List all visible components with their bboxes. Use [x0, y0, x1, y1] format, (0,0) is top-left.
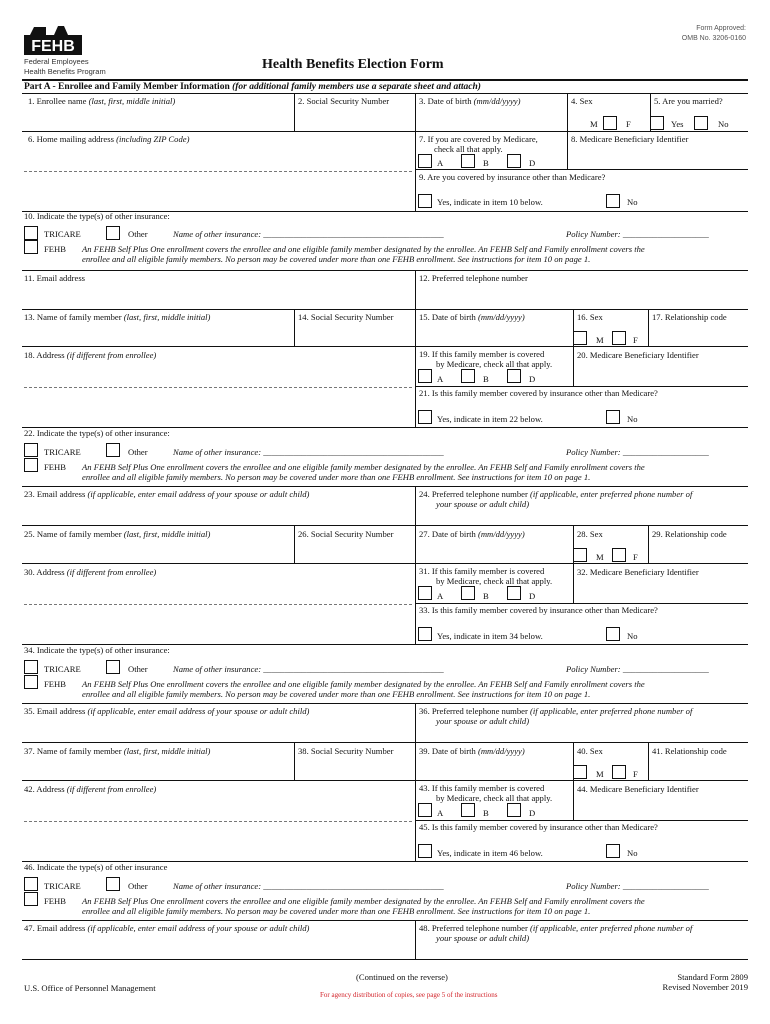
married-no-label: No: [718, 119, 729, 129]
member-2-tricare-checkbox[interactable]: [24, 660, 38, 674]
member-3-sex-m-label: M: [596, 769, 604, 779]
member-2-address-dashed-line: [24, 604, 412, 605]
member-3-other-label: Other: [128, 881, 148, 891]
member-2-medicare-label-2: by Medicare, check all that apply.: [436, 576, 553, 586]
rule: [22, 270, 748, 271]
member-3-tricare-label: TRICARE: [44, 881, 81, 891]
member-1-fehb-label: FEHB: [44, 462, 66, 472]
member-2-phone-label: 36. Preferred telephone number (if applicable, enter preferred phone number of: [419, 706, 693, 716]
fehb-note-1: An FEHB Self Plus One enrollment covers the enrollee and one eligible family member designated by the enrollee. An FEHB Self and Family enrollment covers the: [82, 244, 645, 254]
member-3-phone-label: 48. Preferred telephone number (if applicable, enter preferred phone number of: [419, 923, 693, 933]
policy-number: Policy Number: ____________________: [566, 229, 709, 239]
member-3-other-insurance-question: 45. Is this family member covered by insurance other than Medicare?: [419, 822, 658, 832]
divider: [294, 743, 295, 780]
member-1-tricare-checkbox[interactable]: [24, 443, 38, 457]
member-1-other-ins-yes-checkbox[interactable]: [418, 410, 432, 424]
member-1-medicare-pre-checkbox[interactable]: [418, 369, 432, 383]
divider: [294, 526, 295, 563]
member-2-sex-label: 28. Sex: [577, 529, 603, 539]
divider: [648, 526, 649, 563]
member-2-medicare-b-checkbox[interactable]: [507, 586, 521, 600]
member-3-address-dashed-line: [24, 821, 412, 822]
member-1-relationship-label: 17. Relationship code: [652, 312, 727, 322]
rule: [415, 820, 748, 821]
member-1-sex-label: 16. Sex: [577, 312, 603, 322]
member-1-sex-m-label: M: [596, 335, 604, 345]
member-3-email-label: 47. Email address (if applicable, enter email address of your spouse or adult child): [24, 923, 310, 933]
member-2-sex-m-label: M: [596, 552, 604, 562]
divider: [415, 703, 416, 742]
rule: [22, 780, 748, 781]
rule: [415, 169, 748, 170]
member-3-sex-m-checkbox[interactable]: [612, 765, 626, 779]
rule: [22, 563, 748, 564]
member-2-policy-number: Policy Number: ____________________: [566, 664, 709, 674]
member-2-other-ins-yes-label: Yes, indicate in item 34 below.: [437, 631, 543, 641]
married-label: 5. Are you married?: [654, 96, 723, 106]
member-3-medicare-d-label: D: [529, 808, 536, 818]
fehb-logo-text: FEHB: [31, 38, 75, 55]
member-1-email-label: 23. Email address (if applicable, enter email address of your spouse or adult child): [24, 489, 310, 499]
member-1-sex-f-label: F: [633, 335, 638, 345]
divider: [567, 145, 568, 169]
rule: [22, 131, 748, 132]
form-title: Health Benefits Election Form: [262, 57, 444, 72]
married-yes-checkbox[interactable]: [650, 116, 664, 130]
other-label: Other: [128, 229, 148, 239]
member-2-address-label: 30. Address (if different from enrollee): [24, 567, 157, 577]
member-2-medicare-pre-checkbox[interactable]: [418, 586, 432, 600]
fehb-note-2: enrollee and all eligible family members. No person may be covered under more than one FEHB enrollment. See instructions for item 10 on page 1.: [82, 254, 591, 264]
medicare-b-label: B: [483, 158, 489, 168]
member-1-medicare-label-2: by Medicare, check all that apply.: [436, 359, 553, 369]
member-1-medicare-label: 19. If this family member is covered: [419, 349, 545, 359]
member-3-phone-label-2: your spouse or adult child): [436, 933, 530, 943]
email-label: 11. Email address: [24, 273, 86, 283]
org-name-line1: Federal Employees: [24, 57, 89, 66]
member-1-other-ins-no-label: No: [627, 414, 638, 424]
fehb-logo: [24, 25, 82, 55]
member-3-medicare-a-checkbox[interactable]: [461, 803, 475, 817]
tricare-checkbox[interactable]: [24, 226, 38, 240]
member-1-other-ins-yes-label: Yes, indicate in item 22 below.: [437, 414, 543, 424]
member-2-sex-m-pre-checkbox[interactable]: [573, 548, 587, 562]
member-2-other-insurance-question: 33. Is this family member covered by insurance other than Medicare?: [419, 605, 658, 615]
rule: [415, 386, 748, 387]
medicare-a-checkbox[interactable]: [461, 154, 475, 168]
divider: [573, 743, 574, 820]
member-1-address-dashed-line: [24, 387, 412, 388]
member-2-other-ins-no-label: No: [627, 631, 638, 641]
member-3-medicare-label-2: by Medicare, check all that apply.: [436, 793, 553, 803]
name-of-other-insurance: Name of other insurance: __________________________________________: [173, 229, 444, 239]
member-2-other-ins-no-checkbox[interactable]: [606, 627, 620, 641]
member-3-name-of-other-insurance: Name of other insurance: __________________________________________: [173, 881, 444, 891]
member-1-ssn-label: 14. Social Security Number: [298, 312, 394, 322]
mbi-label: 8. Medicare Beneficiary Identifier: [571, 134, 689, 144]
standard-form-number: Standard Form 2809: [677, 972, 748, 982]
divider: [415, 526, 416, 644]
member-3-address-label: 42. Address (if different from enrollee): [24, 784, 157, 794]
phone-label: 12. Preferred telephone number: [419, 273, 528, 283]
medicare-a-label: A: [437, 158, 444, 168]
tricare-label: TRICARE: [44, 229, 81, 239]
member-1-policy-number: Policy Number: ____________________: [566, 447, 709, 457]
continued-note: (Continued on the reverse): [356, 972, 448, 982]
member-1-name-of-other-insurance: Name of other insurance: __________________________________________: [173, 447, 444, 457]
sex-f-label: F: [626, 119, 631, 129]
rule: [22, 703, 748, 704]
medicare-label: 7. If you are covered by Medicare,: [419, 134, 538, 144]
member-3-sex-m-pre-checkbox[interactable]: [573, 765, 587, 779]
married-no-checkbox[interactable]: [694, 116, 708, 130]
agency-name: U.S. Office of Personnel Management: [24, 983, 156, 993]
divider: [294, 93, 295, 131]
member-1-name-label: 13. Name of family member (last, first, middle initial): [24, 312, 211, 322]
member-2-mbi-label: 32. Medicare Beneficiary Identifier: [577, 567, 699, 577]
medicare-a-pre-checkbox[interactable]: [418, 154, 432, 168]
enrollee-name-label: 1. Enrollee name (last, first, middle initial): [28, 96, 176, 106]
member-2-other-label: Other: [128, 664, 148, 674]
member-1-sex-m-pre-checkbox[interactable]: [573, 331, 587, 345]
member-2-fehb-note-2: enrollee and all eligible family members. No person may be covered under more than one FEHB enrollment. See instructions for item 10 on page 1.: [82, 689, 591, 699]
member-3-medicare-b-checkbox[interactable]: [507, 803, 521, 817]
member-2-ssn-label: 26. Social Security Number: [298, 529, 394, 539]
member-3-other-ins-no-checkbox[interactable]: [606, 844, 620, 858]
insurance-type-label: 10. Indicate the type(s) of other insurance:: [24, 211, 170, 221]
member-1-sex-m-checkbox[interactable]: [612, 331, 626, 345]
member-2-tricare-label: TRICARE: [44, 664, 81, 674]
enrollee-dob-label: 3. Date of birth (mm/dd/yyyy): [419, 96, 521, 106]
medicare-label-2: check all that apply.: [434, 144, 503, 154]
form-approved: Form Approved:: [696, 25, 746, 32]
member-3-fehb-label: FEHB: [44, 896, 66, 906]
member-3-medicare-a-label: A: [437, 808, 444, 818]
member-1-medicare-a-checkbox[interactable]: [461, 369, 475, 383]
member-1-medicare-b-label: B: [483, 374, 489, 384]
part-a-bottom-rule: [22, 93, 748, 94]
member-1-medicare-b-checkbox[interactable]: [507, 369, 521, 383]
revision-date: Revised November 2019: [662, 982, 748, 992]
member-3-medicare-b-label: B: [483, 808, 489, 818]
member-2-other-ins-yes-checkbox[interactable]: [418, 627, 432, 641]
divider: [648, 309, 649, 346]
part-a-top-rule: [22, 79, 748, 81]
sex-m-label: M: [590, 119, 598, 129]
member-3-other-checkbox[interactable]: [106, 877, 120, 891]
rule: [22, 346, 748, 347]
member-2-medicare-a-label: A: [437, 591, 444, 601]
member-2-other-checkbox[interactable]: [106, 660, 120, 674]
enrollee-sex-label: 4. Sex: [571, 96, 593, 106]
other-ins-no-checkbox[interactable]: [606, 194, 620, 208]
rule: [415, 603, 748, 604]
member-1-dob-label: 15. Date of birth (mm/dd/yyyy): [419, 312, 525, 322]
member-1-fehb-checkbox[interactable]: [24, 458, 38, 472]
member-3-other-ins-no-label: No: [627, 848, 638, 858]
member-1-insurance-type-label: 22. Indicate the type(s) of other insurance:: [24, 428, 170, 438]
rule: [22, 742, 748, 743]
member-3-policy-number: Policy Number: ____________________: [566, 881, 709, 891]
member-2-fehb-note-1: An FEHB Self Plus One enrollment covers the enrollee and one eligible family member designated by the enrollee. An FEHB Self and Family enrollment covers the: [82, 679, 645, 689]
rule: [22, 920, 748, 921]
member-1-medicare-d-label: D: [529, 374, 536, 384]
member-3-mbi-label: 44. Medicare Beneficiary Identifier: [577, 784, 699, 794]
member-1-mbi-label: 20. Medicare Beneficiary Identifier: [577, 350, 699, 360]
married-yes-label: Yes: [671, 119, 684, 129]
member-3-other-ins-yes-label: Yes, indicate in item 46 below.: [437, 848, 543, 858]
divider: [567, 93, 568, 145]
enrollee-sex-m-checkbox[interactable]: [603, 116, 617, 130]
member-2-sex-m-checkbox[interactable]: [612, 548, 626, 562]
member-2-medicare-d-label: D: [529, 591, 536, 601]
other-checkbox[interactable]: [106, 226, 120, 240]
member-1-fehb-note-2: enrollee and all eligible family members. No person may be covered under more than one FEHB enrollment. See instructions for item 10 on page 1.: [82, 472, 591, 482]
home-address-label: 6. Home mailing address (including ZIP Code): [28, 134, 190, 144]
member-3-fehb-checkbox[interactable]: [24, 892, 38, 906]
member-2-medicare-b-label: B: [483, 591, 489, 601]
medicare-d-label: D: [529, 158, 536, 168]
enrollee-ssn-label: 2. Social Security Number: [298, 96, 390, 106]
member-3-sex-f-label: F: [633, 769, 638, 779]
member-3-fehb-note-2: enrollee and all eligible family members. No person may be covered under more than one FEHB enrollment. See instructions for item 10 on page 1.: [82, 906, 591, 916]
member-2-dob-label: 27. Date of birth (mm/dd/yyyy): [419, 529, 525, 539]
omb-number: OMB No. 3206-0160: [681, 35, 746, 42]
member-1-phone-label-2: your spouse or adult child): [436, 499, 530, 509]
member-3-insurance-type-label: 46. Indicate the type(s) of other insurance: [24, 862, 168, 872]
rule: [22, 959, 748, 960]
member-1-other-ins-no-checkbox[interactable]: [606, 410, 620, 424]
member-2-name-label: 25. Name of family member (last, first, middle initial): [24, 529, 211, 539]
member-1-address-label: 18. Address (if different from enrollee): [24, 350, 157, 360]
member-1-other-label: Other: [128, 447, 148, 457]
org-name-line2: Health Benefits Program: [24, 67, 106, 76]
medicare-b-checkbox[interactable]: [507, 154, 521, 168]
divider: [415, 270, 416, 309]
member-1-phone-label: 24. Preferred telephone number (if applicable, enter preferred phone number of: [419, 489, 693, 499]
member-2-insurance-type-label: 34. Indicate the type(s) of other insurance:: [24, 645, 170, 655]
member-3-medicare-label: 43. If this family member is covered: [419, 783, 545, 793]
divider: [648, 743, 649, 780]
member-3-relationship-label: 41. Relationship code: [652, 746, 727, 756]
member-1-fehb-note-1: An FEHB Self Plus One enrollment covers the enrollee and one eligible family member designated by the enrollee. An FEHB Self and Family enrollment covers the: [82, 462, 645, 472]
fehb-label: FEHB: [44, 244, 66, 254]
divider: [415, 309, 416, 427]
member-3-medicare-pre-checkbox[interactable]: [418, 803, 432, 817]
other-insurance-question: 9. Are you covered by insurance other than Medicare?: [419, 172, 606, 182]
member-2-fehb-label: FEHB: [44, 679, 66, 689]
rule: [22, 309, 748, 310]
member-3-name-label: 37. Name of family member (last, first, middle initial): [24, 746, 211, 756]
member-2-relationship-label: 29. Relationship code: [652, 529, 727, 539]
member-2-phone-label-2: your spouse or adult child): [436, 716, 530, 726]
member-3-fehb-note-1: An FEHB Self Plus One enrollment covers the enrollee and one eligible family member designated by the enrollee. An FEHB Self and Family enrollment covers the: [82, 896, 645, 906]
divider: [573, 309, 574, 386]
member-3-ssn-label: 38. Social Security Number: [298, 746, 394, 756]
address-dashed-line: [24, 171, 412, 172]
member-2-medicare-a-checkbox[interactable]: [461, 586, 475, 600]
member-3-other-ins-yes-checkbox[interactable]: [418, 844, 432, 858]
divider: [415, 93, 416, 211]
member-3-sex-label: 40. Sex: [577, 746, 603, 756]
member-1-other-checkbox[interactable]: [106, 443, 120, 457]
divider: [573, 526, 574, 603]
member-2-name-of-other-insurance: Name of other insurance: __________________________________________: [173, 664, 444, 674]
member-2-fehb-checkbox[interactable]: [24, 675, 38, 689]
member-3-tricare-checkbox[interactable]: [24, 877, 38, 891]
member-2-medicare-label: 31. If this family member is covered: [419, 566, 545, 576]
fehb-checkbox[interactable]: [24, 240, 38, 254]
member-1-other-insurance-question: 21. Is this family member covered by insurance other than Medicare?: [419, 388, 658, 398]
other-ins-yes-label: Yes, indicate in item 10 below.: [437, 197, 543, 207]
distribution-note: For agency distribution of copies, see page 5 of the instructions: [320, 991, 498, 999]
rule: [22, 525, 748, 526]
rule: [22, 486, 748, 487]
member-2-email-label: 35. Email address (if applicable, enter email address of your spouse or adult child): [24, 706, 310, 716]
other-ins-yes-checkbox[interactable]: [418, 194, 432, 208]
divider: [415, 920, 416, 960]
member-1-medicare-a-label: A: [437, 374, 444, 384]
part-a-title: Part A - Enrollee and Family Member Information (for additional family members use a separate sheet and attach): [24, 82, 481, 92]
member-1-tricare-label: TRICARE: [44, 447, 81, 457]
divider: [294, 309, 295, 346]
other-ins-no-label: No: [627, 197, 638, 207]
member-2-sex-f-label: F: [633, 552, 638, 562]
member-3-dob-label: 39. Date of birth (mm/dd/yyyy): [419, 746, 525, 756]
divider: [415, 743, 416, 861]
divider: [415, 486, 416, 525]
